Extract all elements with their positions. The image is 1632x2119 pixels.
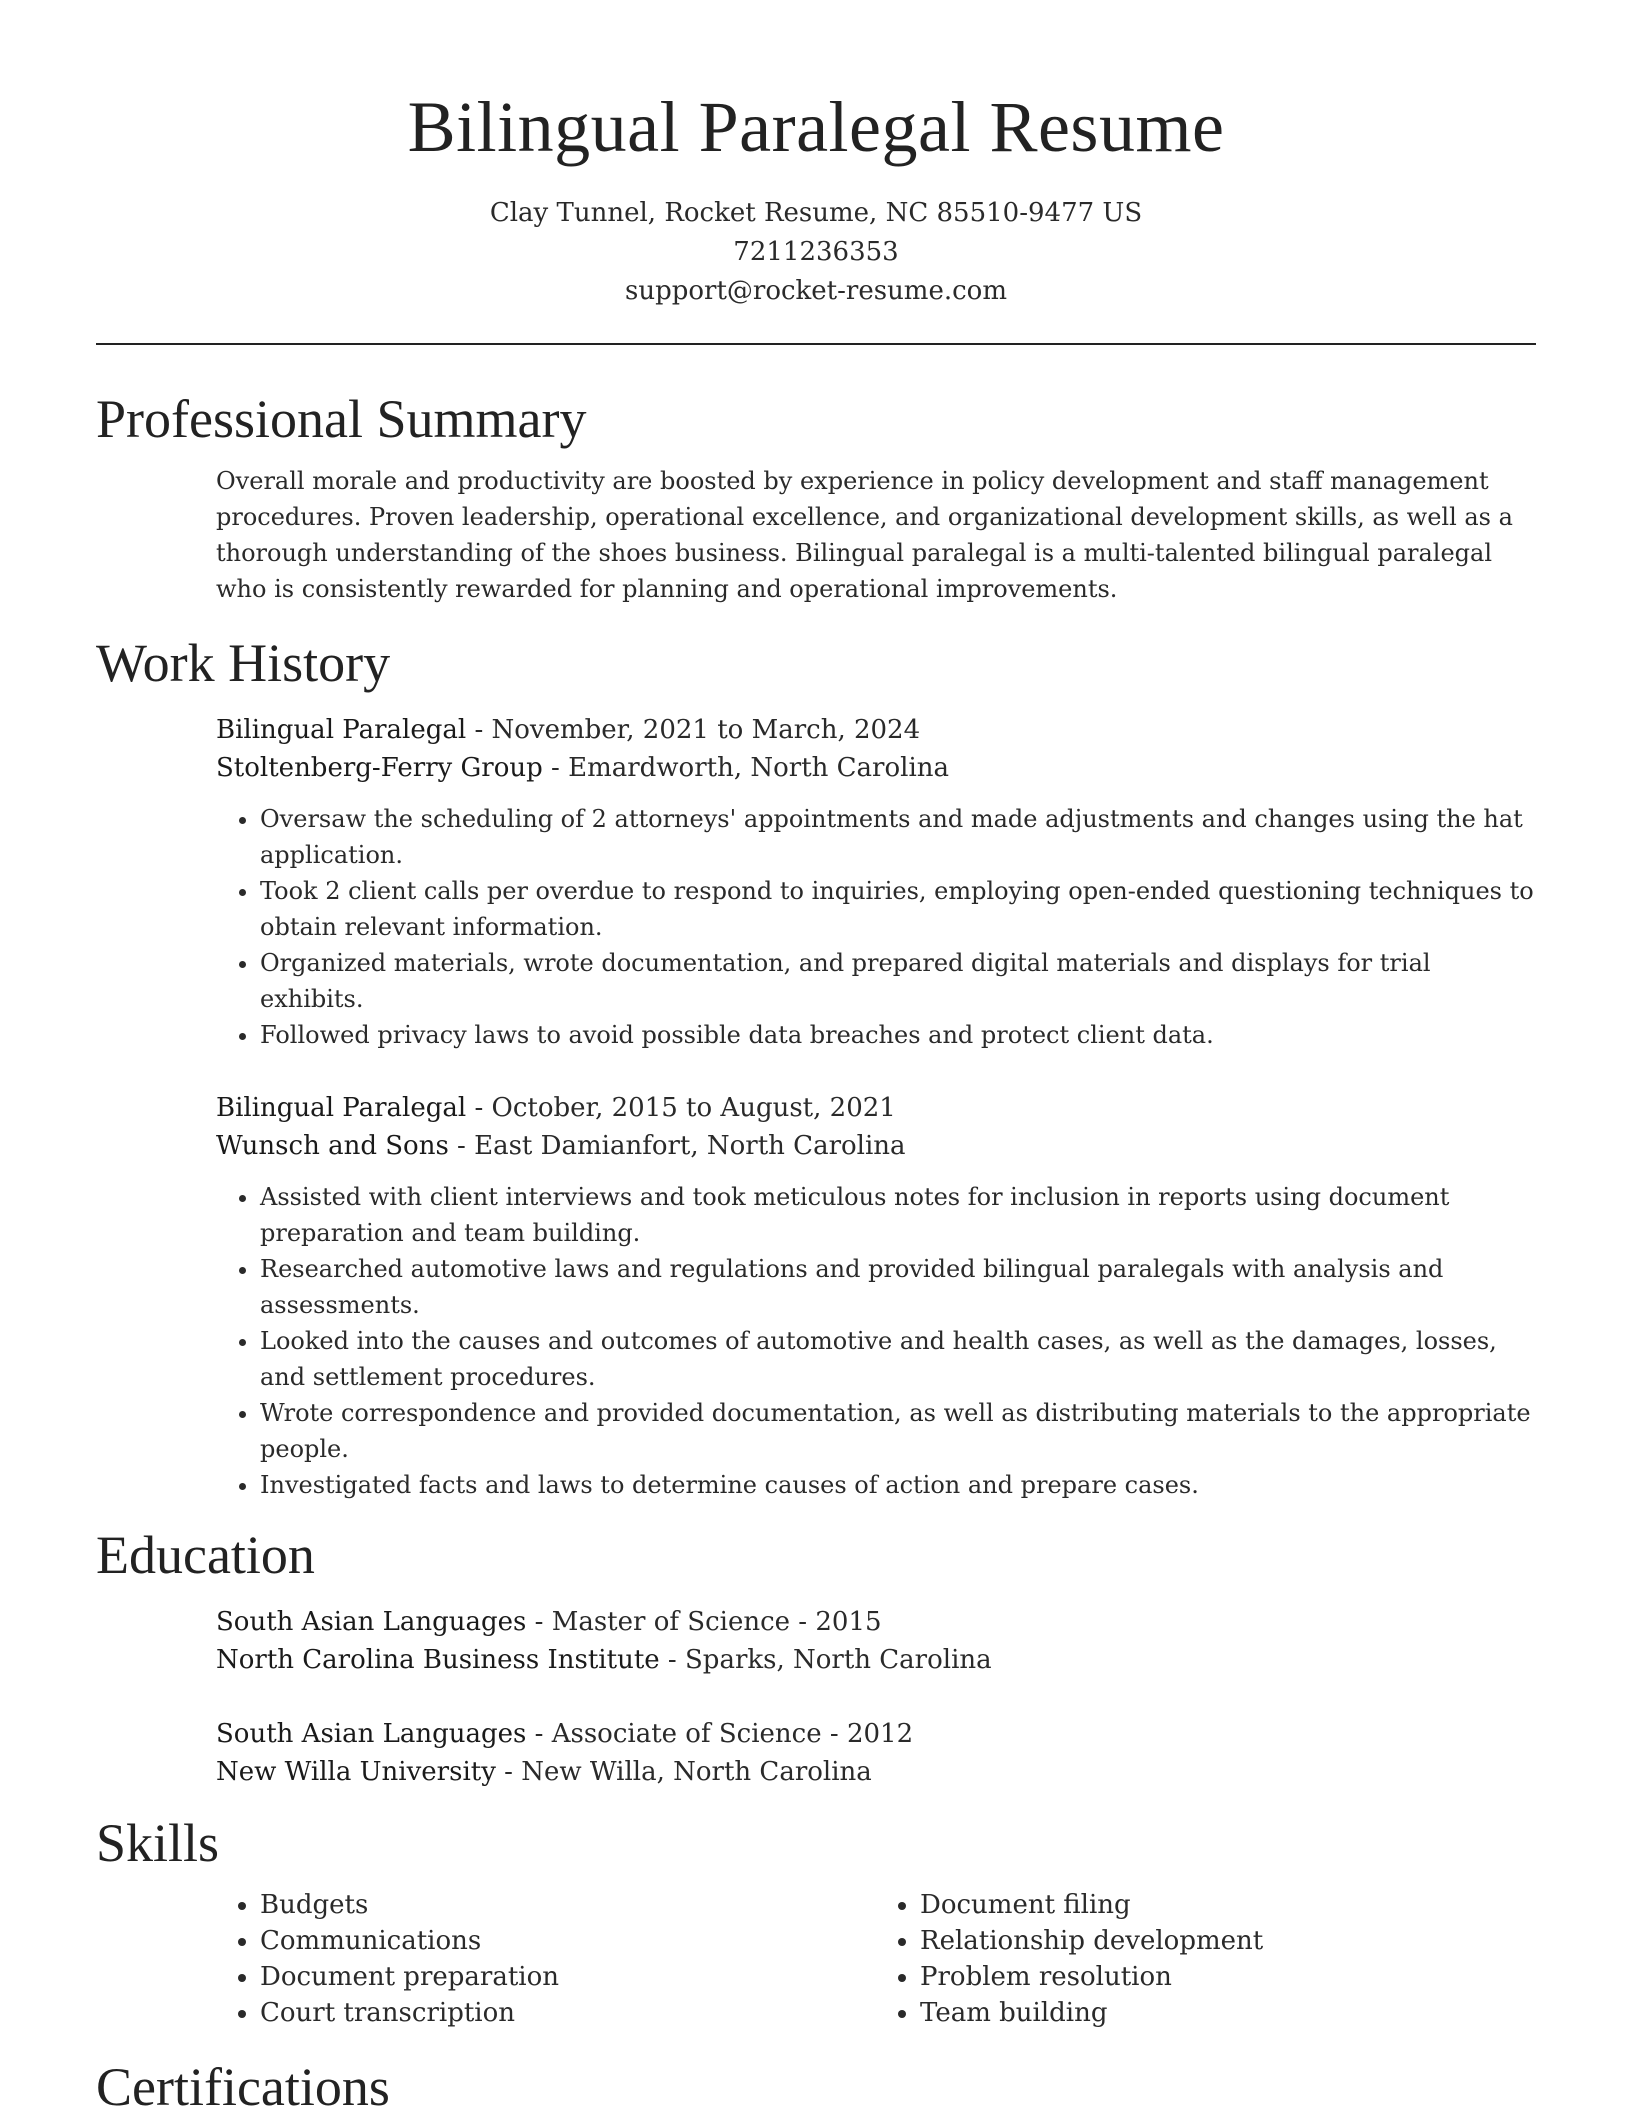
contact-address: Clay Tunnel, Rocket Resume, NC 85510-9477 US <box>489 198 1143 228</box>
degree-year: 2015 <box>815 1607 882 1637</box>
contact-info <box>96 194 1536 311</box>
education-heading: Education <box>96 1525 315 1585</box>
job-company-line <box>216 1127 1536 1165</box>
degree-name: Associate of Science <box>551 1719 822 1749</box>
job-location: East Damianfort, North Carolina <box>474 1131 906 1161</box>
separator: - <box>526 1719 552 1749</box>
certifications-heading: Certifications <box>96 2057 390 2117</box>
header-divider <box>96 343 1536 345</box>
school-name: New Willa University <box>216 1757 496 1787</box>
degree-year: 2012 <box>846 1719 914 1749</box>
job-duty: • Investigated facts and laws to determine causes of action and prepare cases. <box>260 1467 1536 1503</box>
skill-item: • Budgets <box>260 1887 876 1923</box>
resume-page <box>96 0 1536 2119</box>
skill-item: • Communications <box>260 1923 876 1959</box>
job-duties-list <box>216 801 1536 1053</box>
skill-item: • Relationship development <box>920 1923 1536 1959</box>
job-title-line <box>216 711 1536 749</box>
degree-line <box>216 1603 1536 1641</box>
job-entry <box>216 711 1536 1053</box>
separator: - <box>659 1645 685 1675</box>
education-entry <box>216 1603 1536 1679</box>
school-location: New Willa, North Carolina <box>521 1757 872 1787</box>
summary-section <box>96 387 1536 607</box>
job-dates: November, 2021 to March, 2024 <box>491 715 921 745</box>
school-name: North Carolina Business Institute <box>216 1645 660 1675</box>
summary-text: Overall morale and productivity are boosted by experience in policy development and staff management procedures. Proven leadership, operational excellence, and organizational development skills, as well as a thorough understanding of the shoes business. Bilingual paralegal is a multi-talented bilingual paralegal who is consistently rewarded for planning and operational improvements. <box>216 467 1513 603</box>
job-location: Emardworth, North Carolina <box>568 753 950 783</box>
skills-list-right <box>876 1887 1536 2031</box>
job-duty: • Followed privacy laws to avoid possible data breaches and protect client data. <box>260 1017 1536 1053</box>
education-entry <box>216 1715 1536 1791</box>
separator: - <box>821 1719 847 1749</box>
school-line <box>216 1641 1536 1679</box>
job-dates: October, 2015 to August, 2021 <box>491 1093 896 1123</box>
job-duty: • Looked into the causes and outcomes of automotive and health cases, as well as the damages, losses, and settlement procedures. <box>260 1323 1536 1395</box>
job-duty: • Took 2 client calls per overdue to respond to inquiries, employing open-ended questioning techniques to obtain relevant information. <box>260 873 1536 945</box>
skill-item: • Document preparation <box>260 1959 876 1995</box>
job-duty: • Oversaw the scheduling of 2 attorneys' appointments and made adjustments and changes using the hat application. <box>260 801 1536 873</box>
job-duty: • Wrote correspondence and provided documentation, as well as distributing materials to the appropriate people. <box>260 1395 1536 1467</box>
separator: - <box>790 1607 816 1637</box>
separator: - <box>542 753 569 783</box>
separator: - <box>466 1093 492 1123</box>
job-company: Stoltenberg-Ferry Group <box>216 753 543 783</box>
degree-field: South Asian Languages <box>216 1607 527 1637</box>
separator: - <box>466 715 492 745</box>
summary-heading: Professional Summary <box>96 389 587 449</box>
skills-list-left <box>216 1887 876 2031</box>
job-title: Bilingual Paralegal <box>216 1093 467 1123</box>
job-duties-list <box>216 1179 1536 1503</box>
school-location: Sparks, North Carolina <box>684 1645 992 1675</box>
separator: - <box>526 1607 552 1637</box>
contact-email: support@rocket-resume.com <box>624 276 1007 306</box>
skill-item: • Team building <box>920 1995 1536 2031</box>
degree-field: South Asian Languages <box>216 1719 527 1749</box>
degree-name: Master of Science <box>551 1607 791 1637</box>
skill-item: • Problem resolution <box>920 1959 1536 1995</box>
job-title: Bilingual Paralegal <box>216 715 467 745</box>
job-duty: • Researched automotive laws and regulations and provided bilingual paralegals with analysis and assessments. <box>260 1251 1536 1323</box>
resume-header <box>96 0 1536 311</box>
page-title: Bilingual Paralegal Resume <box>407 87 1225 167</box>
separator: - <box>448 1131 475 1161</box>
skills-section <box>96 1811 1536 2031</box>
job-duty: • Assisted with client interviews and took meticulous notes for inclusion in reports using document preparation and team building. <box>260 1179 1536 1251</box>
skill-item: • Court transcription <box>260 1995 876 2031</box>
job-duty: • Organized materials, wrote documentation, and prepared digital materials and displays for trial exhibits. <box>260 945 1536 1017</box>
work-history-heading: Work History <box>96 633 391 693</box>
contact-phone: 7211236353 <box>733 237 899 267</box>
job-entry <box>216 1089 1536 1503</box>
education-section <box>96 1523 1536 1791</box>
job-company: Wunsch and Sons <box>216 1131 449 1161</box>
skills-columns <box>216 1887 1536 2031</box>
school-line <box>216 1753 1536 1791</box>
skill-item: • Document filing <box>920 1887 1536 1923</box>
skills-heading: Skills <box>96 1813 220 1873</box>
job-title-line <box>216 1089 1536 1127</box>
work-history-section <box>96 631 1536 1503</box>
certifications-section <box>96 2055 1536 2119</box>
degree-line <box>216 1715 1536 1753</box>
separator: - <box>495 1757 522 1787</box>
job-company-line <box>216 749 1536 787</box>
